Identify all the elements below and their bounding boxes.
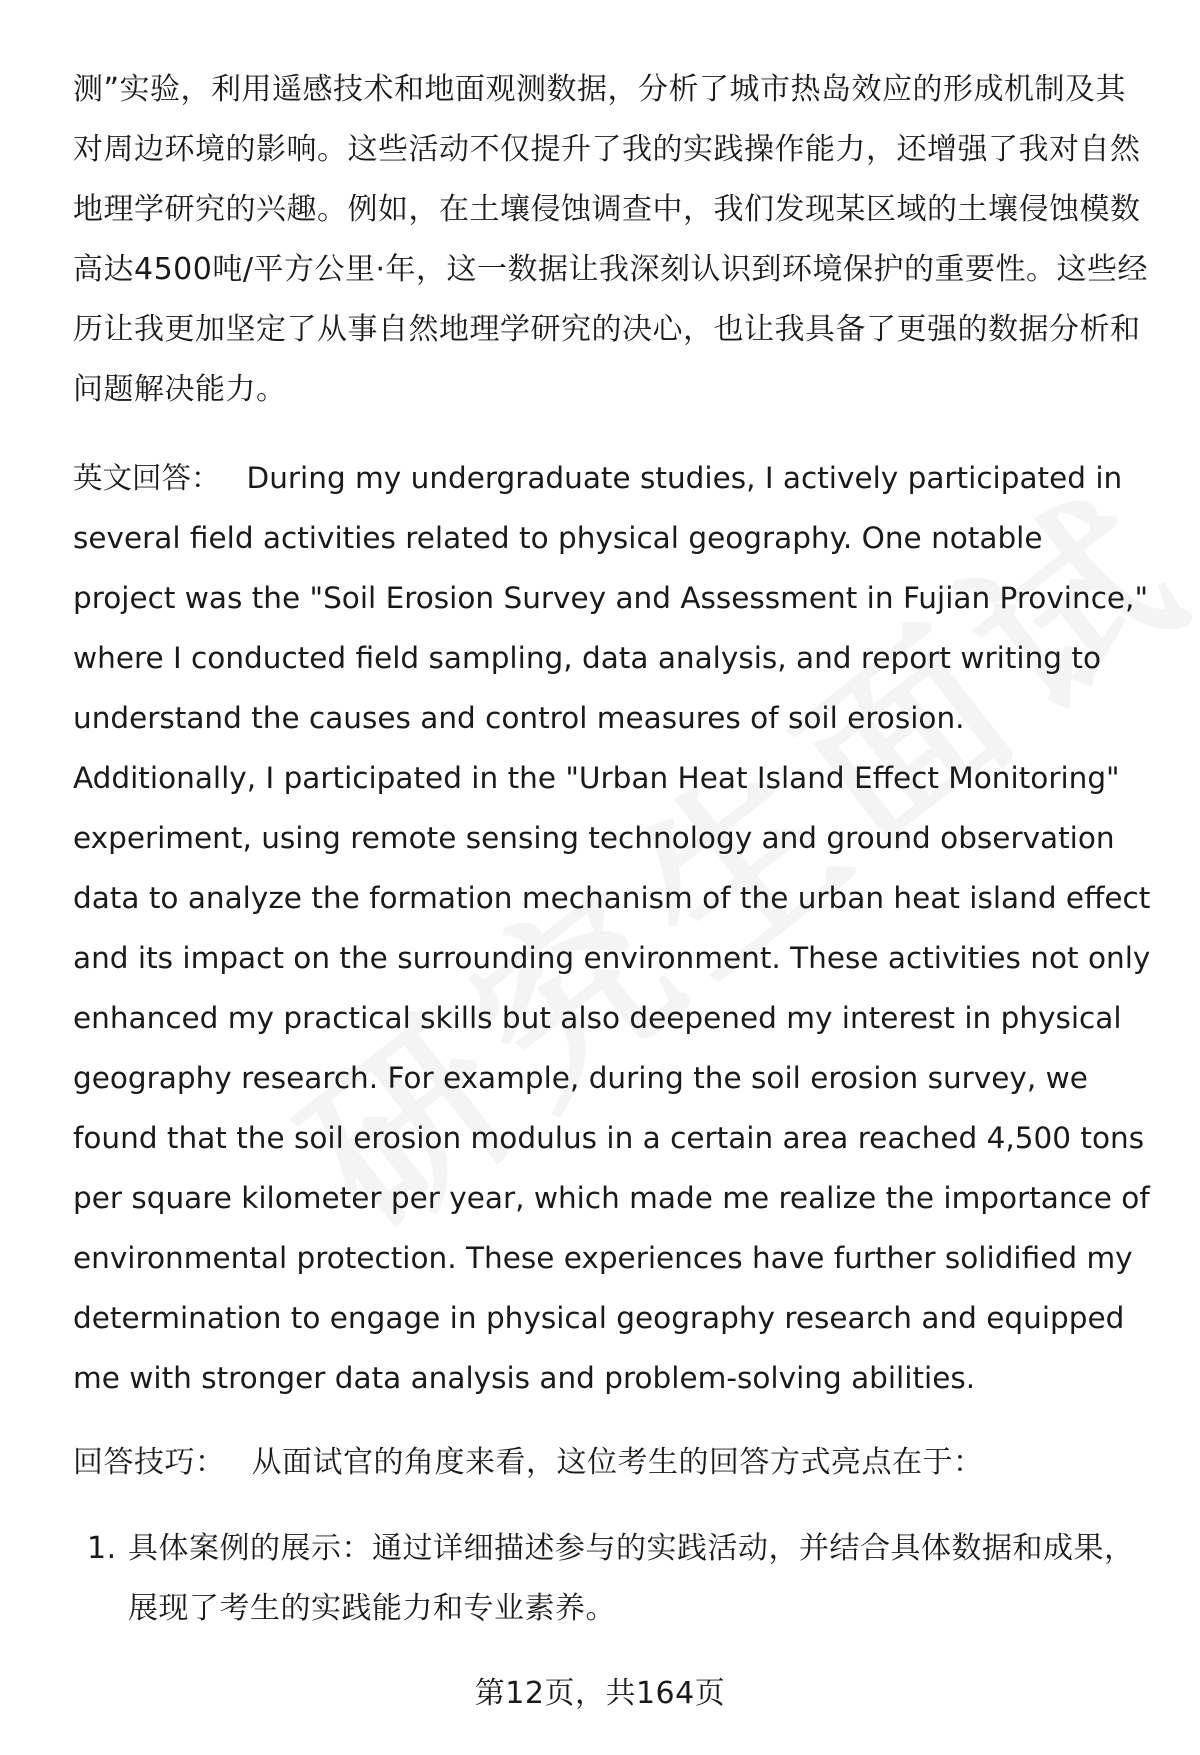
answer-tips-label: 回答技巧：	[73, 1445, 226, 1480]
answer-tips-paragraph	[73, 1433, 1153, 1493]
tips-list	[73, 1519, 1153, 1639]
english-answer-text: During my undergraduate studies, I actively participated in several field activities related to physical geography. One notable project was the "Soil Erosion Survey and Assessment in Fujian Province," where I conducted field sampling, data analysis, and report writing to understand the causes and control measures of soil erosion. Additionally, I participated in the "Urban Heat Island Effect Monitoring" experiment, using remote sensing technology and ground observation data to analyze the formation mechanism of the urban heat island effect and its impact on the surrounding environment. These activities not only enhanced my practical skills but also deepened my interest in physical geography research. For example, during the soil erosion survey, we found that the soil erosion modulus in a certain area reached 4,500 tons per square kilometer per year, which made me realize the importance of environmental protection. These experiences have further solidified my determination to engage in physical geography research and equipped me with stronger data analysis and problem-solving abilities.	[73, 461, 1151, 1395]
list-item-text: 具体案例的展示：通过详细描述参与的实践活动，并结合具体数据和成果，展现了考生的实践能力和专业素养。	[128, 1531, 1135, 1626]
english-answer-paragraph	[73, 448, 1153, 1408]
chinese-answer-continuation: 测”实验，利用遥感技术和地面观测数据，分析了城市热岛效应的形成机制及其对周边环境的影响。这些活动不仅提升了我的实践操作能力，还增强了我对自然地理学研究的兴趣。例如，在土壤侵蚀调查中，我们发现某区域的土壤侵蚀模数高达4500吨/平方公里·年，这一数据让我深刻认识到环境保护的重要性。这些经历让我更加坚定了从事自然地理学研究的决心，也让我具备了更强的数据分析和问题解决能力。	[73, 72, 1148, 407]
page-number: 第12页，共164页	[474, 1676, 726, 1711]
list-item-number: 1.	[87, 1531, 117, 1566]
answer-tips-intro: 从面试官的角度来看，这位考生的回答方式亮点在于：	[251, 1445, 984, 1480]
list-item	[73, 1519, 1153, 1639]
english-answer-label: 英文回答：	[73, 461, 221, 495]
